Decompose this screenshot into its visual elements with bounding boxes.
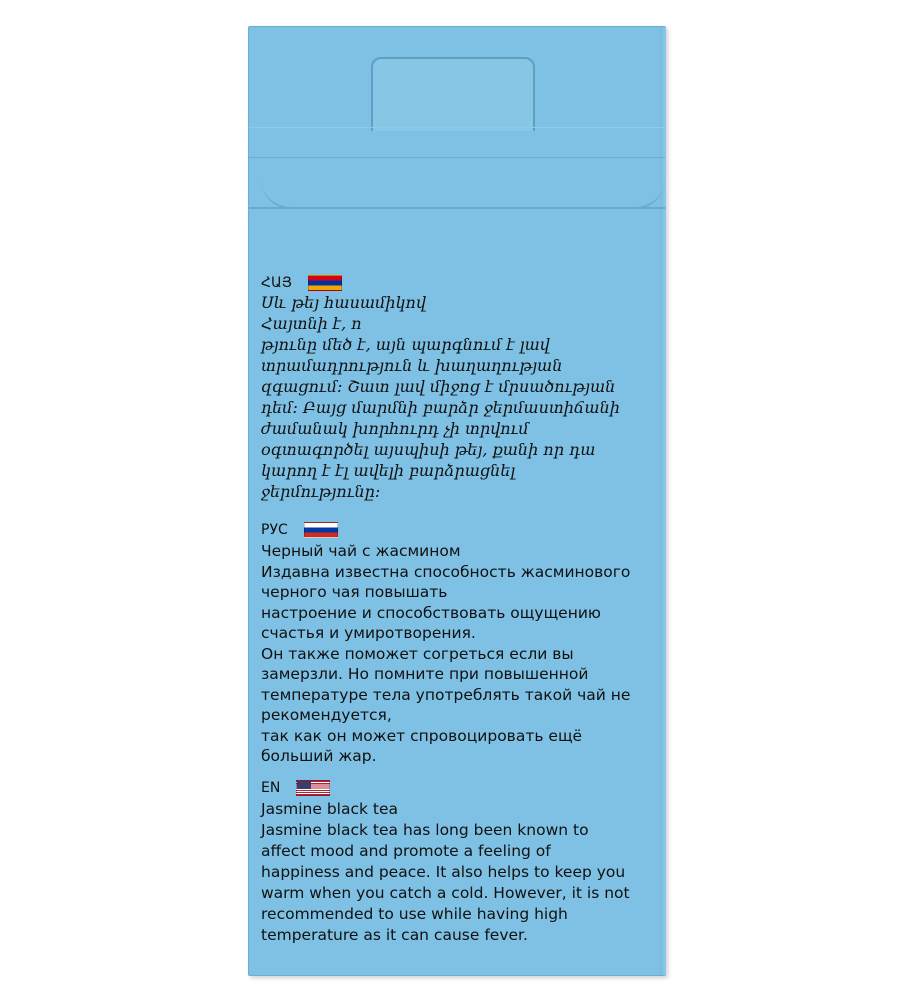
english-section xyxy=(261,779,661,946)
russian-body: Издавна известна способность жасминового черного чая повышать настроение и способствовать ощущению счастья и умиротворения. Он также поможет согреться если вы замерзли. Но помните при повышенной температуре тела употреблять такой чай не рекомендуется, так как он может спровоцировать ещё больший жар. xyxy=(261,562,631,765)
english-header xyxy=(261,779,661,797)
usa-flag-icon xyxy=(296,780,330,796)
armenian-body: Հայտնի է, ո թյունը մեծ է, այն պարգնում է լավ տրամադրություն և խաղաղության զգացում: Շատ լավ միջոց է մրսածության դեմ: Բայց մարմնի բարձր ջերմաստիճանի ժամանակ խորհուրդ չի տրվում օգտագործել այսպիսի թեյ, քանի որ դա կարող է էլ ավելի բարձրացնել ջերմությունը: xyxy=(261,314,620,501)
package-flap xyxy=(249,27,665,209)
russian-language-code: РУС xyxy=(261,522,288,538)
russia-flag-icon xyxy=(304,522,338,538)
tea-package-back xyxy=(248,26,666,976)
english-title: Jasmine black tea xyxy=(261,800,399,818)
russian-header xyxy=(261,521,661,539)
flap-fold-line xyxy=(249,127,665,128)
english-body: Jasmine black tea has long been known to affect mood and promote a feeling of happiness and peace. It also helps to keep you warm when you catch a cold. However, it is not recommended to use while having high temperature as it can cause fever. xyxy=(261,821,630,944)
flap-tab-cutout xyxy=(371,57,535,131)
armenian-title: Սև թեյ հասամիկով xyxy=(261,293,427,312)
armenian-language-code: ՀԱՅ xyxy=(261,275,292,291)
english-language-code: EN xyxy=(261,780,281,796)
flap-curved-edge xyxy=(261,157,665,209)
armenian-header xyxy=(261,274,661,292)
armenian-section xyxy=(261,274,661,502)
armenia-flag-icon xyxy=(308,275,342,291)
russian-section xyxy=(261,521,661,767)
russian-title: Черный чай с жасмином xyxy=(261,542,461,560)
